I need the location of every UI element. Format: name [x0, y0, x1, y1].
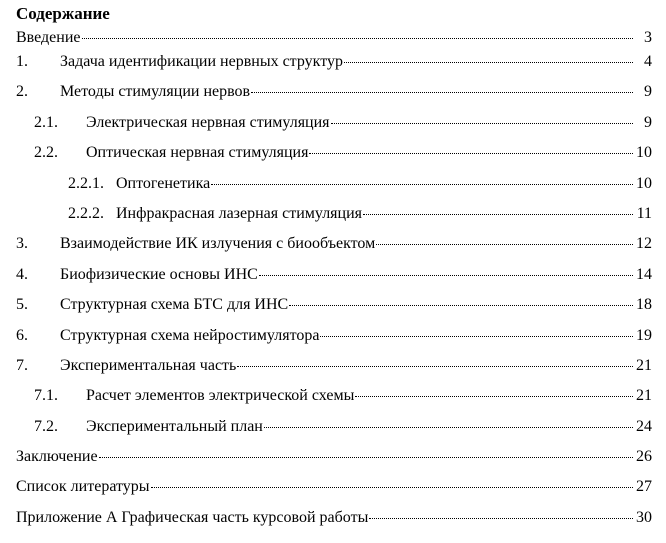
toc-entry-number: 2.2.1. — [68, 174, 104, 192]
toc-entry-appendix-a[interactable] — [16, 504, 652, 534]
toc-entry-label: Взаимодействие ИК излучения с биообъектом — [60, 235, 376, 253]
table-of-contents — [16, 4, 652, 534]
dot-leader — [363, 200, 633, 218]
toc-entry-page: 26 — [636, 448, 652, 466]
toc-entry-page: 14 — [636, 265, 652, 283]
dot-leader — [289, 291, 633, 309]
toc-entry-3[interactable] — [16, 230, 652, 260]
dot-leader — [355, 382, 633, 400]
toc-entry-page: 24 — [636, 417, 652, 435]
toc-entry-introduction[interactable] — [16, 24, 652, 48]
toc-entry-label: Экспериментальная часть — [60, 356, 237, 374]
toc-entry-number: 7.2. — [34, 417, 58, 435]
toc-entry-number: 2.1. — [34, 113, 58, 131]
toc-entry-page: 3 — [644, 29, 652, 46]
dot-leader — [251, 78, 633, 96]
toc-title: Содержание — [16, 4, 110, 23]
dot-leader — [331, 109, 633, 127]
toc-entry-label: Задача идентификации нервных структур — [60, 53, 343, 70]
toc-entry-page: 19 — [636, 326, 652, 344]
toc-entry-conclusion[interactable] — [16, 443, 652, 473]
dot-leader — [376, 230, 633, 248]
toc-entry-page: 30 — [636, 508, 652, 526]
toc-entry-label: Структурная схема нейростимулятора — [60, 326, 320, 344]
toc-entry-2-2-2[interactable] — [16, 200, 652, 230]
toc-entry-2-2-1[interactable] — [16, 170, 652, 200]
toc-entry-label: Приложение А Графическая часть курсовой работы — [16, 508, 369, 526]
toc-entry-number: 4. — [16, 265, 28, 283]
toc-entry-7-2[interactable] — [16, 413, 652, 443]
toc-entry-7-1[interactable] — [16, 382, 652, 412]
toc-entry-page: 21 — [636, 356, 652, 374]
toc-entry-number: 2.2. — [34, 144, 58, 162]
dot-leader — [309, 139, 633, 157]
toc-entry-label: Оптогенетика — [116, 174, 211, 192]
toc-entry-number: 5. — [16, 296, 28, 314]
toc-entry-number: 3. — [16, 235, 28, 253]
toc-entry-label: Инфракрасная лазерная стимуляция — [116, 204, 363, 222]
toc-entry-page: 21 — [636, 387, 652, 405]
toc-entry-1[interactable] — [16, 48, 652, 78]
toc-entry-label: Биофизические основы ИНС — [60, 265, 258, 283]
toc-entry-label: Методы стимуляции нервов — [60, 83, 251, 101]
toc-entry-2-1[interactable] — [16, 109, 652, 139]
toc-entry-page: 10 — [636, 174, 652, 192]
dot-leader — [320, 322, 633, 340]
toc-entry-page: 27 — [636, 478, 652, 496]
dot-leader — [344, 48, 633, 66]
toc-entry-number: 2.2.2. — [68, 204, 104, 222]
toc-entry-label: Электрическая нервная стимуляция — [86, 113, 330, 131]
dot-leader — [211, 170, 633, 188]
toc-entry-page: 9 — [644, 113, 652, 131]
toc-entry-page: 10 — [636, 144, 652, 162]
toc-entry-number: 7. — [16, 356, 28, 374]
toc-entry-6[interactable] — [16, 322, 652, 352]
toc-entry-number: 6. — [16, 326, 28, 344]
dot-leader — [369, 504, 633, 522]
dot-leader — [237, 352, 633, 370]
toc-entry-page: 18 — [636, 296, 652, 314]
toc-entry-page: 9 — [644, 83, 652, 101]
toc-entry-label: Структурная схема БТС для ИНС — [60, 296, 289, 314]
toc-entry-4[interactable] — [16, 261, 652, 291]
toc-entry-2-2[interactable] — [16, 139, 652, 169]
toc-entry-number: 7.1. — [34, 387, 58, 405]
dot-leader — [264, 413, 633, 431]
dot-leader — [151, 473, 633, 491]
toc-entry-references[interactable] — [16, 473, 652, 503]
toc-entry-label: Расчет элементов электрической схемы — [86, 387, 355, 405]
toc-entry-number: 1. — [16, 53, 28, 70]
toc-entry-label: Список литературы — [16, 478, 150, 496]
toc-entry-label: Введение — [16, 29, 81, 46]
dot-leader — [99, 443, 633, 461]
toc-entry-page: 11 — [636, 204, 652, 222]
toc-entry-page: 12 — [636, 235, 652, 253]
toc-entry-label: Оптическая нервная стимуляция — [86, 144, 309, 162]
toc-entry-label: Заключение — [16, 448, 98, 466]
toc-entry-7[interactable] — [16, 352, 652, 382]
toc-entry-5[interactable] — [16, 291, 652, 321]
dot-leader — [82, 24, 634, 42]
toc-entry-page: 4 — [644, 53, 652, 70]
dot-leader — [259, 261, 633, 279]
toc-entry-number: 2. — [16, 83, 28, 101]
toc-entry-label: Экспериментальный план — [86, 417, 263, 435]
toc-entry-2[interactable] — [16, 78, 652, 108]
